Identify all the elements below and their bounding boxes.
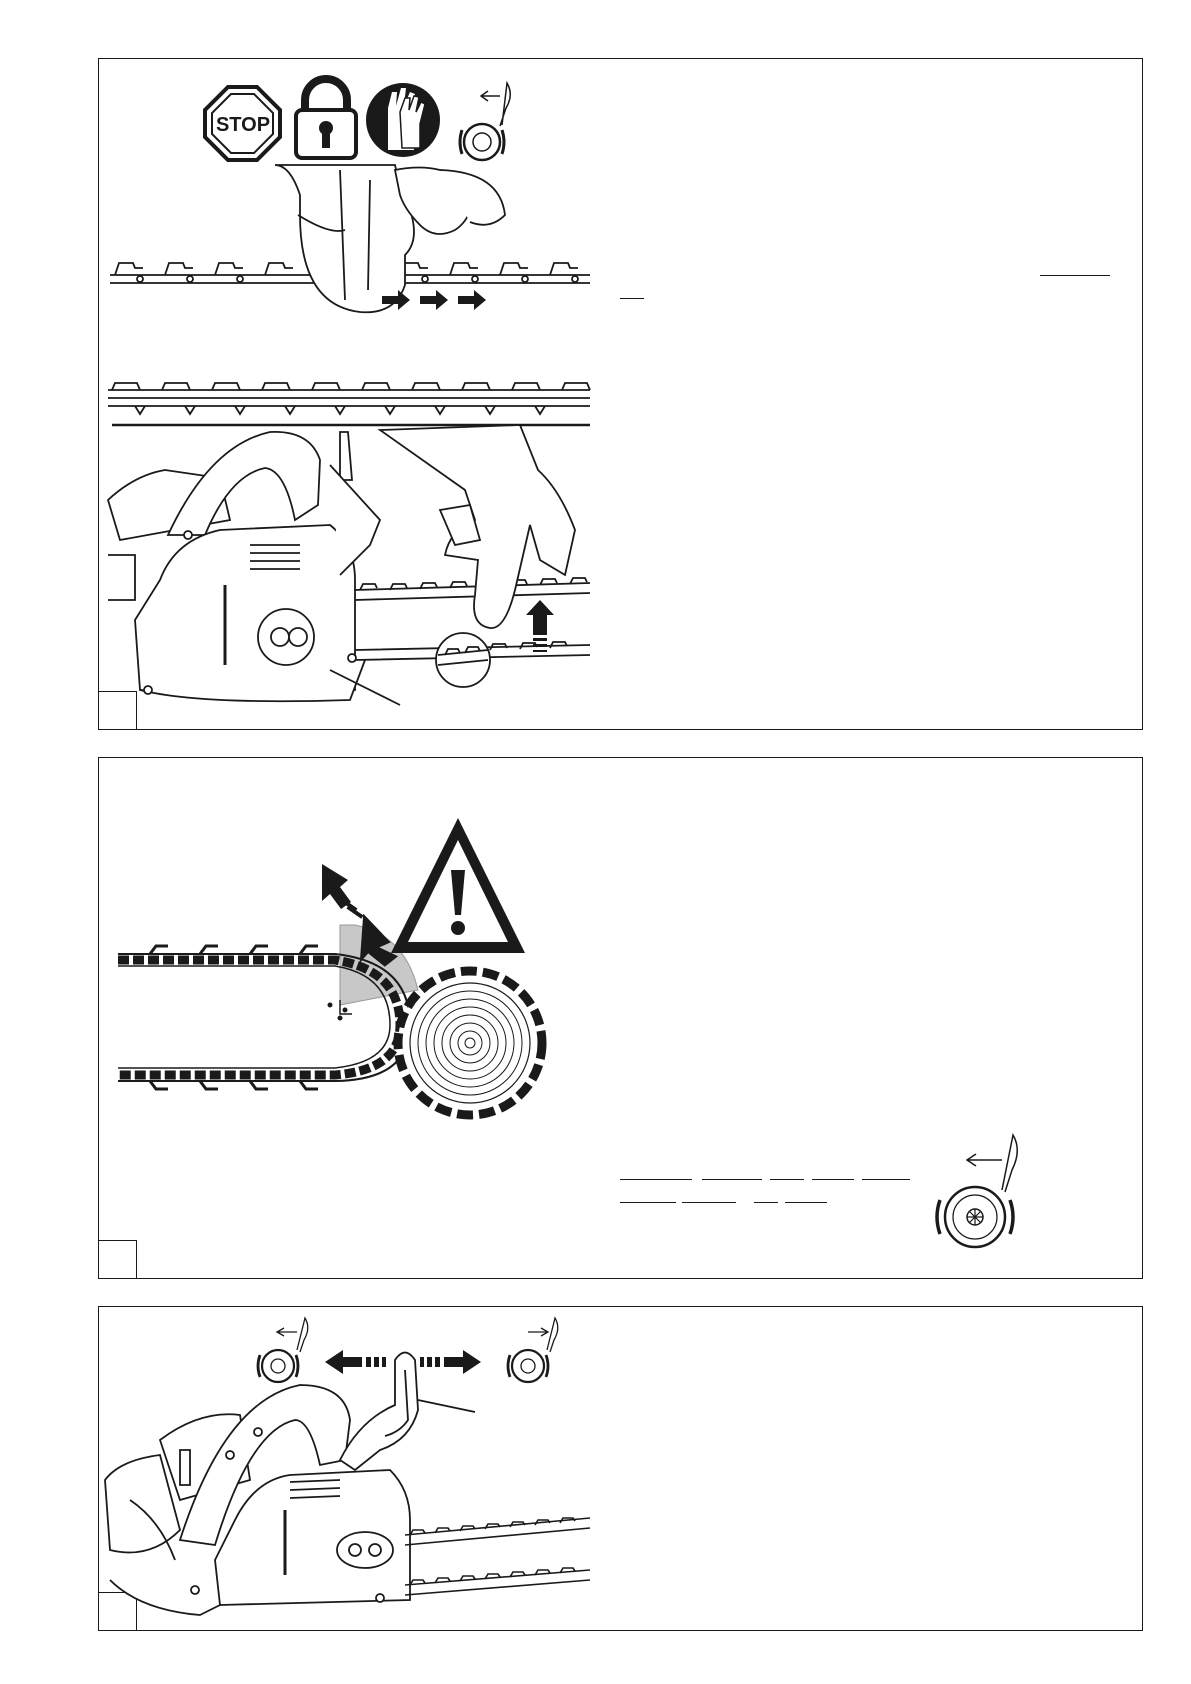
chain-brake-engaged-icon <box>258 1318 308 1382</box>
chain-brake-released-icon <box>508 1318 558 1382</box>
figure-3-text-column <box>620 1320 1120 1620</box>
svg-text:STOP: STOP <box>215 114 271 136</box>
chainsaw-illustration <box>105 1353 475 1616</box>
guide-bar-illustration <box>405 1518 590 1595</box>
